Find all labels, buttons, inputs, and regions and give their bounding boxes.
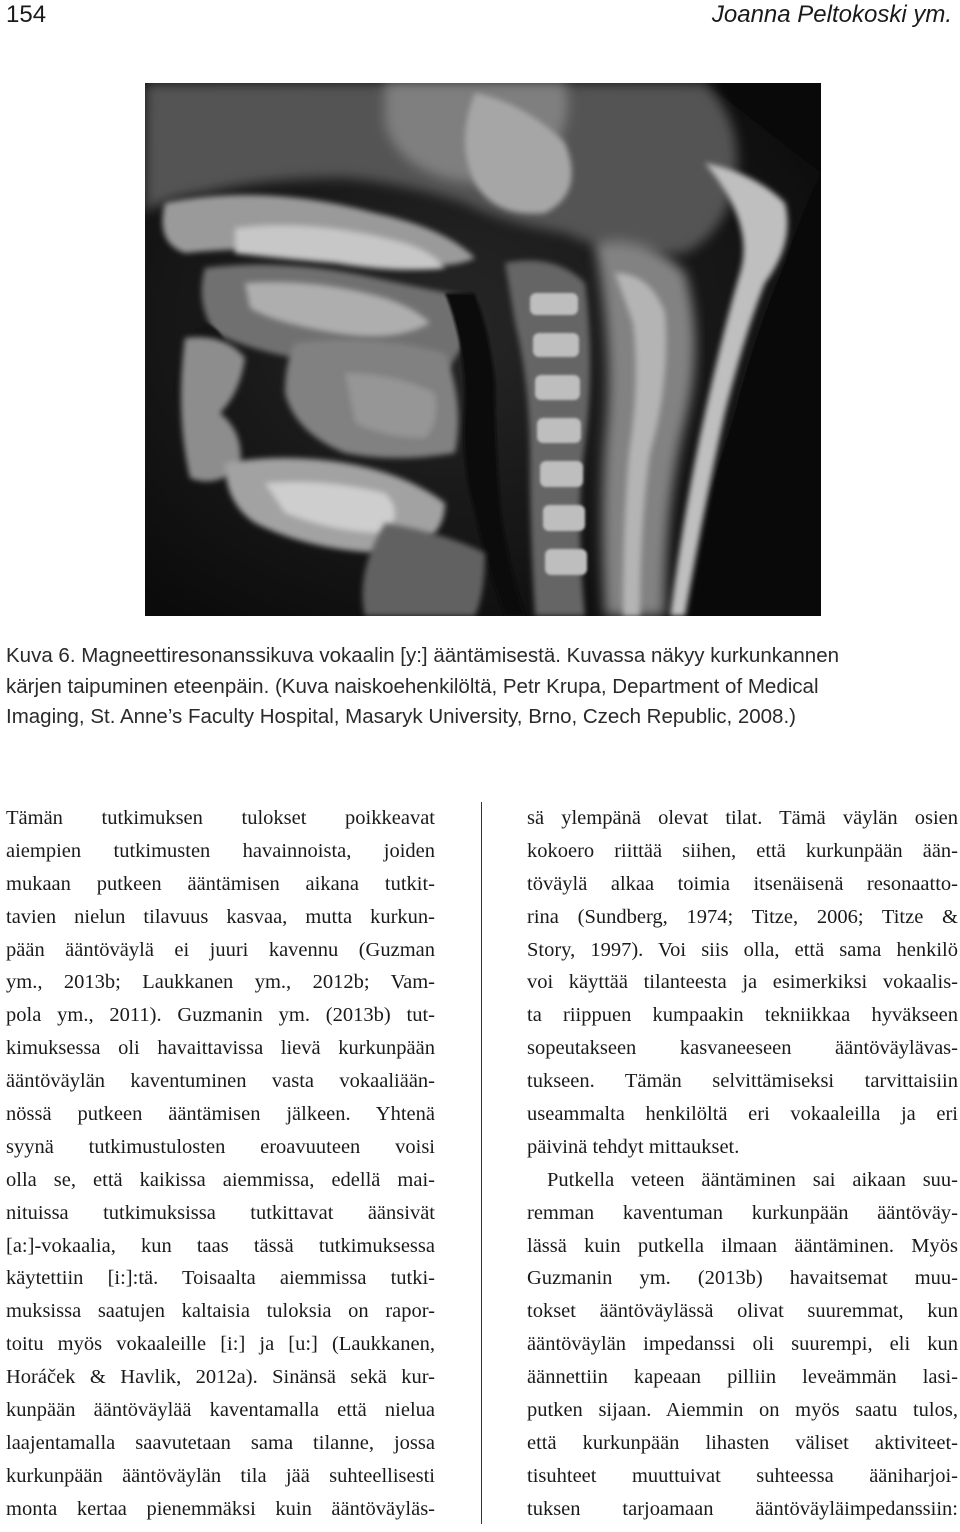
text-line: ta riippuen kumpaakin tekniikkaa hyväkseen (527, 1004, 958, 1027)
page-number: 154 (6, 1, 47, 28)
text-line: kimuksessa oli havaittavissa lievä kurkunpään (6, 1037, 435, 1060)
text-line: sä ylempänä olevat tilat. Tämä väylän osien (527, 807, 958, 829)
left-column (6, 802, 435, 1526)
text-line: ääntöväylän kaventuminen vasta vokaaliään- (6, 1070, 435, 1093)
caption-line: Imaging, St. Anne’s Faculty Hospital, Masaryk University, Brno, Czech Republic, 2008.) (6, 705, 796, 728)
mri-image (145, 83, 821, 616)
text-line: voi käyttää tilanteesta ja esimerkiksi vokaalis- (527, 971, 958, 994)
text-line: sopeutakseen kasvaneeseen ääntöväylävas- (527, 1037, 958, 1060)
column-divider (481, 802, 482, 1524)
text-line: Guzmanin ym. (2013b) havaitsemat muu- (527, 1267, 958, 1290)
text-line: tavien nielun tilavuus kasvaa, mutta kurkun- (6, 905, 435, 928)
text-line: kurkunpään ääntöväylän tila jää suhteellisesti (6, 1464, 435, 1487)
text-line: ym., 2013b; Laukkanen ym., 2012b; Vam- (6, 971, 435, 994)
text-line: päivinä tehdyt mittaukset. (527, 1135, 740, 1158)
text-line: olla se, että kaikissa aiemmissa, edellä mai- (6, 1168, 435, 1191)
text-line: tokset ääntöväylässä olivat suuremmat, kun (527, 1300, 958, 1323)
text-line: Putkella veteen ääntäminen sai aikaan suu- (547, 1168, 958, 1191)
caption-line: Kuva 6. Magneettiresonanssikuva vokaalin [y:] ääntämisestä. Kuvassa näkyy kurkunkannen (6, 644, 839, 667)
text-line: laajentamalla saavutetaan sama tilanne, jossa (6, 1431, 435, 1454)
text-line: [a:]-vokaalia, kun taas tässä tutkimuksessa (6, 1234, 435, 1257)
caption-line: kärjen taipuminen eteenpäin. (Kuva naiskoehenkilöltä, Petr Krupa, Department of Medical (6, 674, 819, 698)
text-line: remman kaventuman kurkunpään ääntöväy- (527, 1201, 958, 1224)
text-line: Story, 1997). Voi siis olla, että sama henkilö (527, 938, 958, 961)
text-line: pola ym., 2011). Guzmanin ym. (2013b) tut- (6, 1004, 435, 1027)
text-line: että kurkunpään lihasten väliset aktiviteet- (527, 1431, 958, 1454)
text-line: syynä tutkimustulosten eroavuuteen voisi (6, 1135, 435, 1158)
mri-figure (145, 83, 821, 616)
text-line: ääntöväylän impedanssi oli suurempi, eli kun (527, 1333, 958, 1356)
text-line: tisuhteet muuttuivat suhteessa ääniharjoi- (527, 1464, 958, 1487)
text-line: tukseen. Tämän selvittämiseksi tarvittaisiin (527, 1070, 958, 1093)
text-line: putken sijaan. Aiemmin on myös saatu tulos, (527, 1399, 958, 1422)
text-line: toitu myös vokaaleille [i:] ja [u:] (Laukkanen, (6, 1333, 435, 1356)
text-line: muksissa saatujen kaltaisia tuloksia on rapor- (6, 1300, 435, 1323)
text-line: tuksen tarjoamaan ääntöväyläimpedanssiin: (527, 1497, 958, 1520)
text-line: aiempien tutkimusten havainnoista, joiden (6, 839, 435, 862)
text-line: käytettiin [i:]:tä. Toisaalta aiemmissa tutki- (6, 1267, 435, 1290)
running-head: Joanna Peltokoski ym. (711, 1, 952, 28)
figure-caption (6, 641, 954, 733)
text-line: mukaan putkeen ääntämisen aikana tutkit- (6, 872, 435, 895)
text-line: Horáček & Havlik, 2012a). Sinänsä sekä kur- (6, 1366, 435, 1389)
text-line: rina (Sundberg, 1974; Titze, 2006; Titze & (527, 905, 958, 928)
right-column (527, 802, 958, 1526)
text-line: töväylä alkaa toimia itsenäisenä resonaatto- (527, 872, 958, 895)
text-line: Tämän tutkimuksen tulokset poikkeavat (6, 807, 435, 829)
page-header (0, 0, 960, 40)
text-line: monta kertaa pienemmäksi kuin ääntöväyläs- (6, 1497, 435, 1520)
text-line: pään ääntöväylä ei juuri kavennu (Guzman (6, 938, 435, 961)
text-line: äännettiin kapeaan pilliin leveämmän lasi- (527, 1366, 958, 1389)
text-line: kokoero riittää siihen, että kurkunpään ään- (527, 839, 958, 862)
text-line: kunpään ääntöväylää kaventamalla että nielua (6, 1399, 435, 1422)
text-line: nituissa tutkimuksissa tutkittavat äänsivät (6, 1201, 435, 1224)
text-line: nössä putkeen ääntämisen jälkeen. Yhtenä (6, 1103, 435, 1126)
text-line: useammalta henkilöltä eri vokaaleilla ja eri (527, 1103, 958, 1126)
text-line: lässä kuin putkella ilmaan ääntäminen. Myös (527, 1234, 958, 1257)
